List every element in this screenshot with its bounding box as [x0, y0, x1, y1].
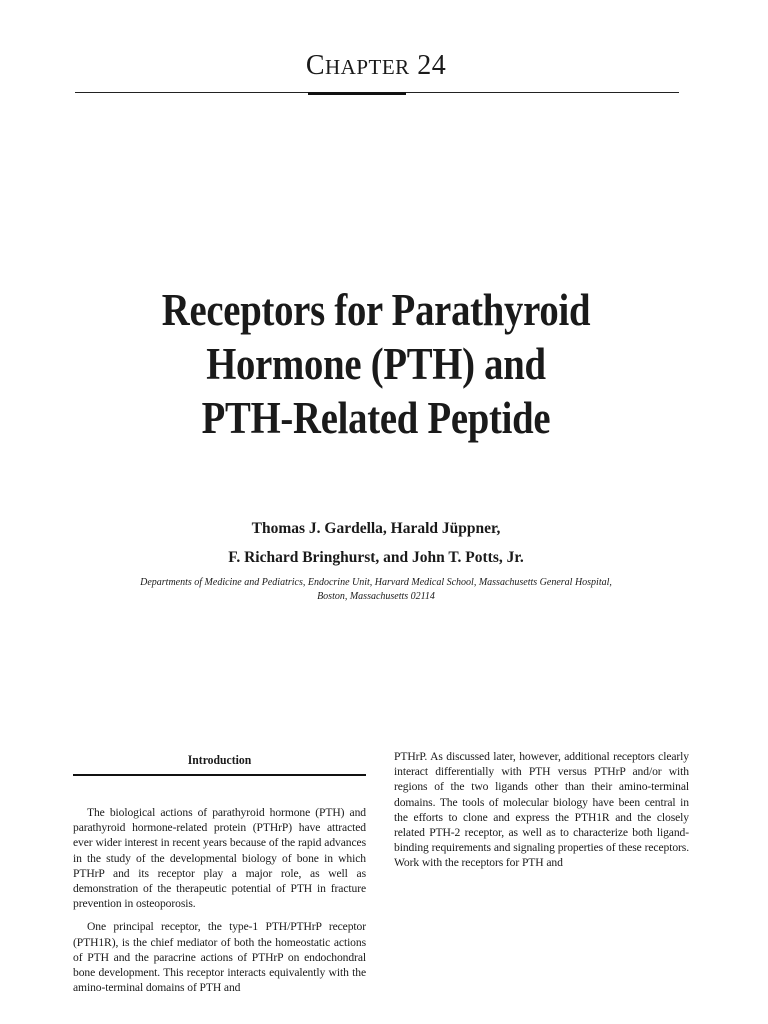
left-column [73, 750, 366, 995]
paragraph-1: The biological actions of parathyroid hormone (PTH) and parathyroid hormone-related protein (PTHrP) have attracted ever wider interest in recent years because of the rapid advances in the study of the developmental biology of bone in which PTHrP and its receptor play a major role, as well as demonstration of the therapeutic potential of PTH in fracture prevention in osteoporosis. [73, 806, 366, 911]
chapter-label-rest: HAPTER [325, 55, 410, 79]
authors-line-1: Thomas J. Gardella, Harald Jüppner, [251, 520, 501, 537]
chapter-divider-accent [308, 92, 406, 95]
paragraph-3: PTHrP. As discussed later, however, additional receptors clearly interact differentially with PTH versus PTHrP and/or with regions of the two ligands other than their amino-terminal domains. The tools of molecular biology have been central in the efforts to clone and express the PTH1R and the closely related PTH-2 receptor, as well as to characterize both ligand-binding requirements and signaling properties of these receptors. Work with the receptors for PTH and [394, 750, 689, 870]
affiliation-line-2: Boston, Massachusetts 02114 [317, 590, 435, 602]
chapter-heading [0, 50, 752, 82]
paragraph-2: One principal receptor, the type-1 PTH/PTHrP receptor (PTH1R), is the chief mediator of both the homeostatic actions of PTH and the paracrine actions of PTHrP on endochondral bone development. This receptor interacts equivalently with the amino-terminal domains of PTH and [73, 920, 366, 995]
article-title [53, 283, 700, 445]
affiliation-line-1: Departments of Medicine and Pediatrics, Endocrine Unit, Harvard Medical School, Massachusetts General Hospital, [140, 577, 612, 588]
section-heading-introduction: Introduction [187, 752, 252, 767]
right-column [394, 749, 689, 871]
authors-line-2: F. Richard Bringhurst, and John T. Potts, Jr. [228, 549, 524, 566]
title-line-2: Hormone (PTH) and [206, 339, 546, 389]
author-list [0, 514, 752, 572]
chapter-label-initial: C [305, 50, 325, 81]
title-line-3: PTH-Related Peptide [201, 393, 551, 443]
section-divider [73, 774, 366, 776]
title-line-1: Receptors for Parathyroid [161, 285, 591, 335]
chapter-number: 24 [417, 50, 447, 81]
affiliation [100, 576, 652, 603]
